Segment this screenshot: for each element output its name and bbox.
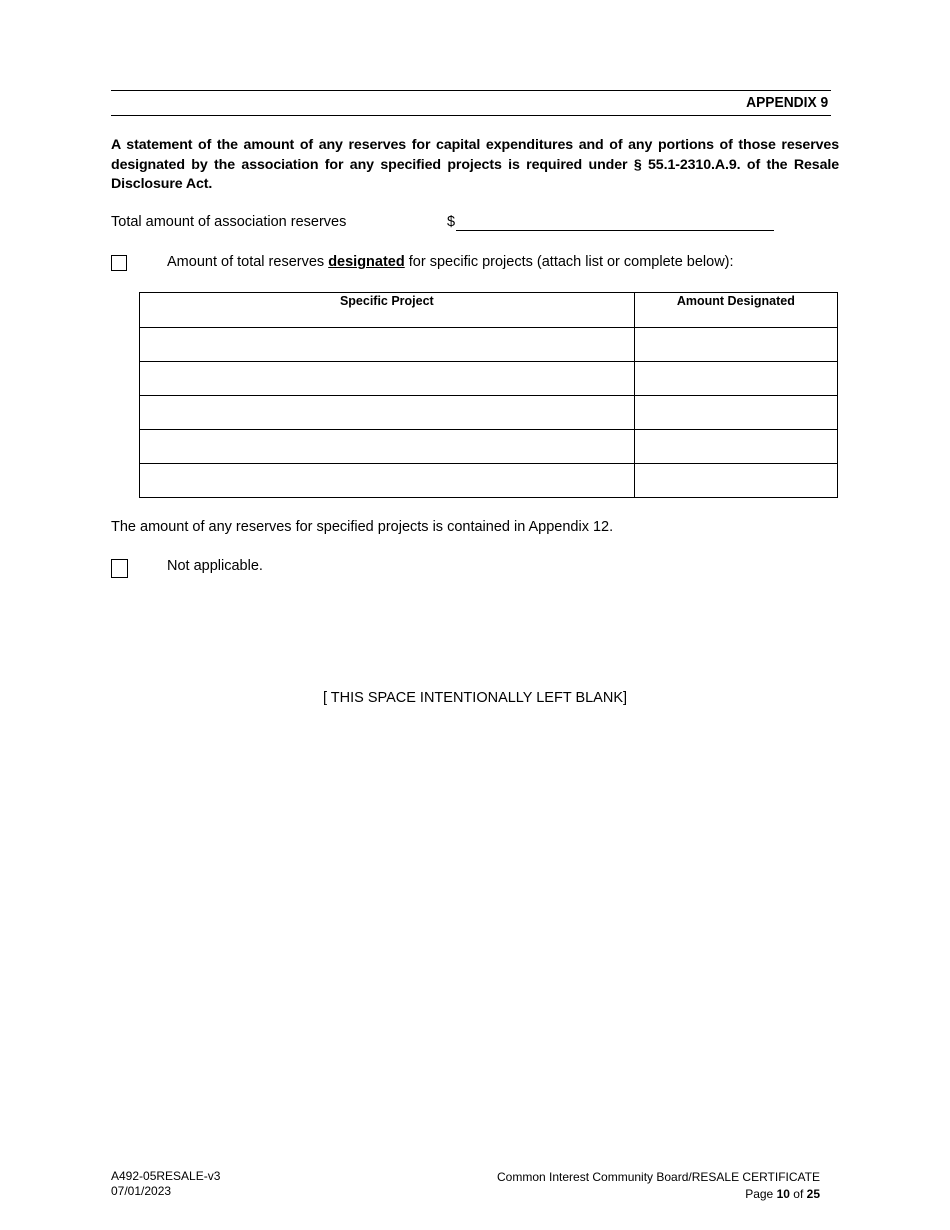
project-cell[interactable] [140, 430, 635, 464]
page-current: 10 [776, 1187, 790, 1201]
total-reserves-row [111, 214, 791, 234]
amount-cell[interactable] [634, 328, 837, 362]
specific-project-header: Specific Project [140, 293, 635, 328]
currency-symbol: $ [447, 214, 456, 230]
intentionally-blank-note: [ THIS SPACE INTENTIONALLY LEFT BLANK] [322, 690, 628, 706]
appendix-title: APPENDIX 9 [745, 94, 828, 111]
table-row [140, 328, 838, 362]
project-cell[interactable] [140, 362, 635, 396]
table-row [140, 430, 838, 464]
project-cell[interactable] [140, 464, 635, 498]
designated-reserves-label [167, 254, 734, 270]
designated-text-before: Amount of total reserves [167, 254, 329, 270]
page-of: of [793, 1187, 804, 1201]
not-applicable-checkbox[interactable] [111, 559, 128, 578]
appendix-header [111, 90, 831, 116]
amount-cell[interactable] [634, 464, 837, 498]
amount-cell[interactable] [634, 396, 837, 430]
form-id: A492-05RESALE-v3 [111, 1169, 221, 1183]
amount-designated-header: Amount Designated [634, 293, 837, 328]
footer-right [497, 1169, 820, 1203]
designated-text-after: for specific projects (attach list or complete below): [404, 254, 734, 270]
footer-title: Common Interest Community Board/RESALE CERTIFICATE [497, 1170, 820, 1184]
designated-reserves-checkbox[interactable] [111, 255, 127, 271]
designated-emphasis: designated [328, 254, 405, 270]
table-row [140, 362, 838, 396]
table-header-row [140, 293, 838, 328]
total-reserves-label: Total amount of association reserves [111, 214, 347, 230]
page-total: 25 [806, 1187, 820, 1201]
amount-cell[interactable] [634, 430, 837, 464]
total-reserves-field[interactable] [456, 230, 774, 231]
not-applicable-label: Not applicable. [167, 558, 263, 574]
statutory-statement: A statement of the amount of any reserves for capital expenditures and of any portions of those reserves designated by the association for any specified projects is required under § 55.1-2310.A.9. of the Resale Disclosure Act. [111, 137, 839, 192]
appendix-12-note: The amount of any reserves for specified projects is contained in Appendix 12. [111, 519, 614, 535]
amount-cell[interactable] [634, 362, 837, 396]
projects-table [139, 292, 838, 498]
project-cell[interactable] [140, 328, 635, 362]
project-cell[interactable] [140, 396, 635, 430]
footer-left [111, 1169, 220, 1199]
form-date: 07/01/2023 [111, 1184, 172, 1198]
table-row [140, 464, 838, 498]
table-row [140, 396, 838, 430]
page-number [497, 1186, 820, 1203]
page-label: Page [745, 1187, 774, 1201]
